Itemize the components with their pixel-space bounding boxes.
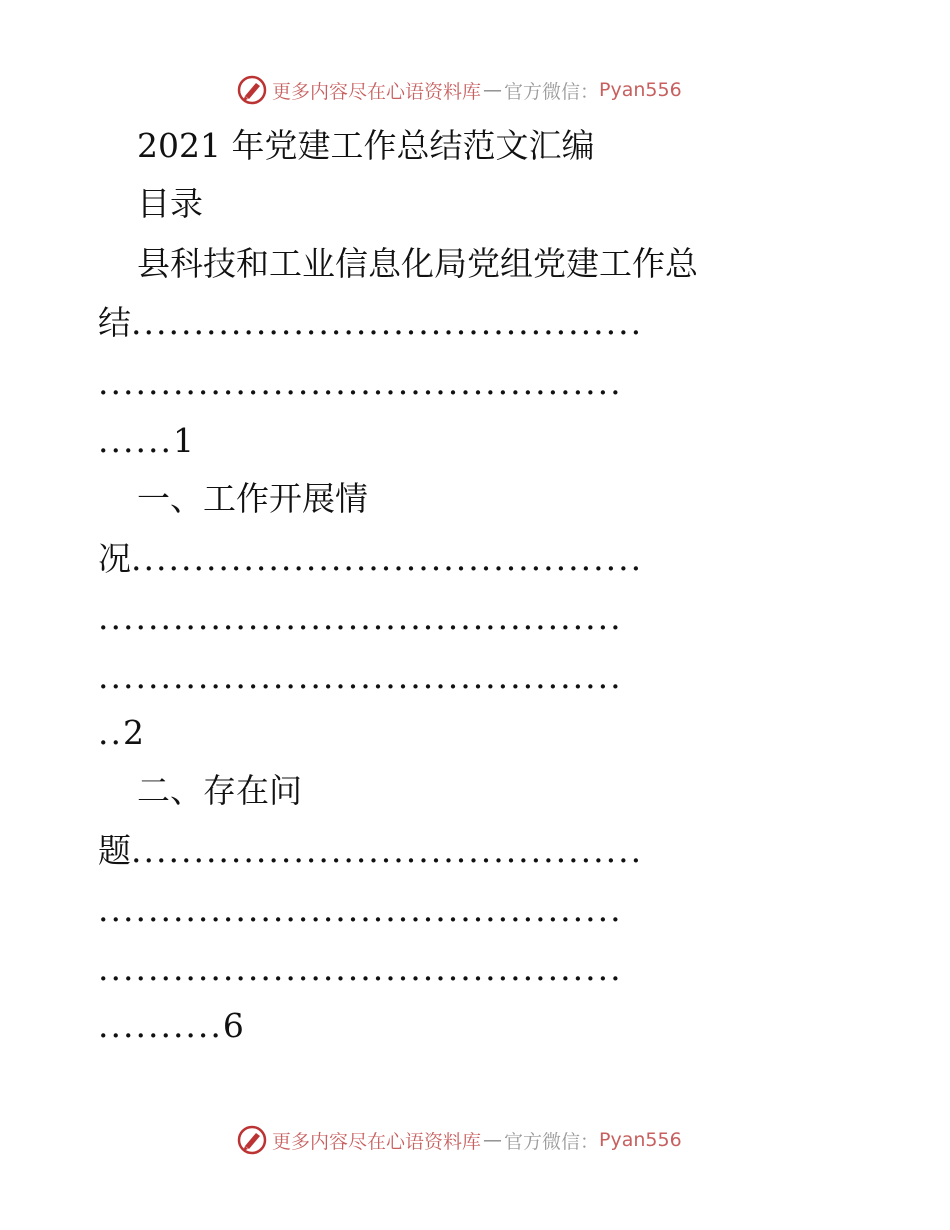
toc-entry-3-dots: ......................................... [131,831,644,870]
toc-entry-3-dots-row-b: .......................................... [98,949,623,988]
toc-entry-1-leader: ...... [98,421,173,460]
toc-entry-3-title: 二、存在问 [137,771,302,810]
doc-title: 2021 年党建工作总结范文汇编 [137,126,595,165]
toc-entry-2-leader: .. [98,713,123,752]
toc-entry-2-page-row [98,713,950,753]
toc-entry-1-page-row [98,421,950,461]
watermark-text: 更多内容尽在心语资料库 [272,1130,482,1153]
toc-entry-1-page: 1 [172,421,194,460]
toc-entry-3-page-row [98,1006,950,1046]
toc-entry-2-title: 一、工作开展情 [137,479,368,518]
pen-logo-icon [236,1124,268,1156]
toc-entry-1-dots-row: .......................................... [98,363,623,402]
toc-entry-2-dots-row-a: .......................................... [98,598,623,637]
toc-entry-3-leader: .......... [98,1006,223,1045]
watermark-official: 官方微信： [504,1130,600,1153]
toc-entry-2-line2 [98,539,950,579]
toc-entry-1-line2 [98,303,950,343]
toc-entry-2-dots-row-b: .......................................... [98,657,623,696]
toc-entry-2-page: 2 [122,713,144,752]
watermark-text: 更多内容尽在心语资料库 [272,80,482,103]
toc-entry-3-char: 题 [98,831,131,870]
toc-heading: 目录 [137,184,203,223]
watermark-bottom [236,1122,682,1158]
toc-entry-3-dots-row-a: .......................................... [98,890,623,929]
watermark-wechat-id: Pyan556 [599,79,682,101]
toc-entry-3-line2 [98,831,950,871]
toc-entry-2-dots: ......................................... [131,539,644,578]
toc-entry-2-char: 况 [98,539,131,578]
toc-entry-1-title: 县科技和工业信息化局党组党建工作总 [137,244,698,283]
watermark-wechat-id: Pyan556 [599,1129,682,1151]
watermark-dash: — [483,1129,503,1151]
pen-logo-icon [236,74,268,106]
watermark-top [236,72,682,108]
watermark-official: 官方微信： [504,80,600,103]
toc-entry-1-dots: ......................................... [131,303,644,342]
toc-entry-3-page: 6 [222,1006,244,1045]
toc-entry-1-char: 结 [98,303,131,342]
watermark-dash: — [483,79,503,101]
